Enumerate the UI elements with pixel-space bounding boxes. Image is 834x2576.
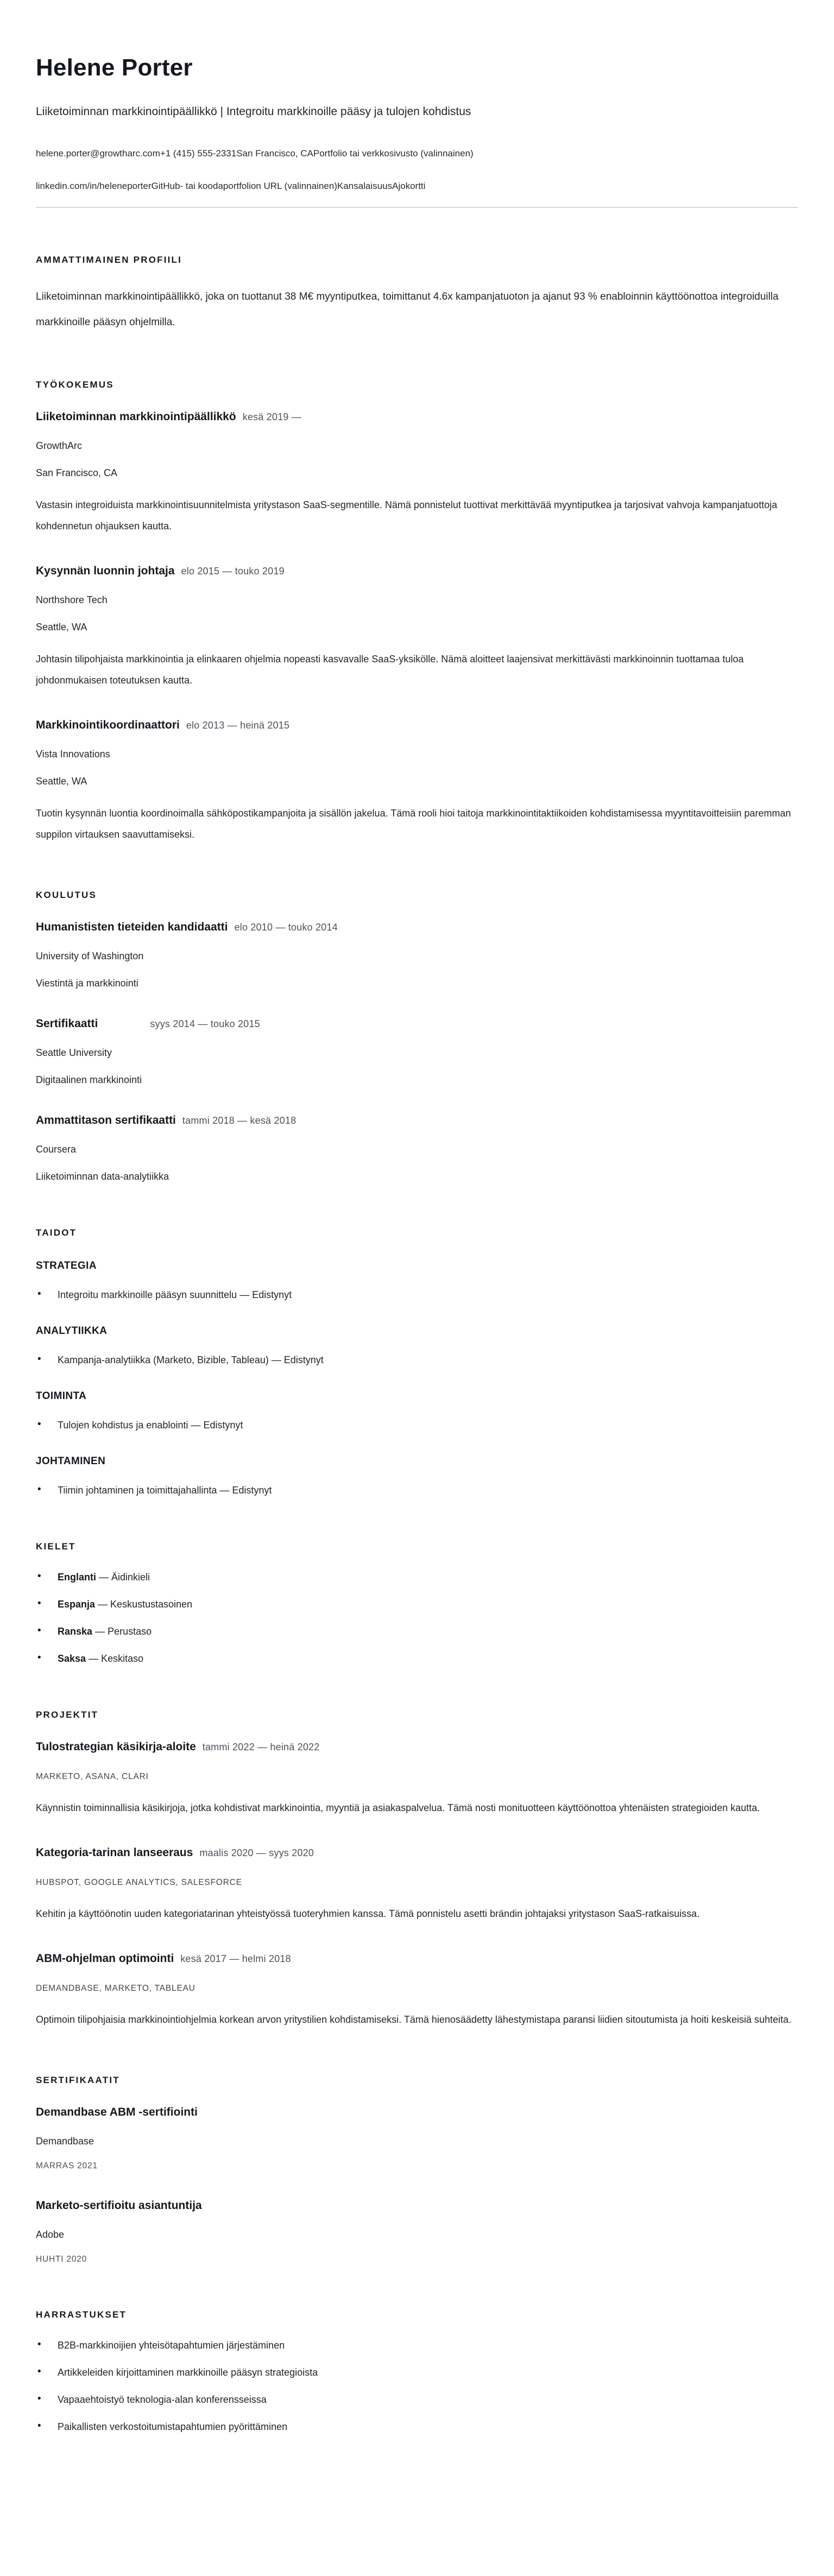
job-title: Kysynnän luonnin johtaja [36,565,175,578]
skill-group [36,1389,798,1432]
job-company: Vista Innovations [36,749,110,760]
skill-group-name: STRATEGIA [36,1260,97,1272]
section-skills [36,1226,798,1497]
work-entry [36,563,798,691]
language-name: Espanja [58,1599,96,1610]
degree-dates: elo 2010 — touko 2014 [234,922,338,933]
language-list [36,1571,798,1665]
degree-name: Sertifikaatti [36,1017,98,1030]
hobby-item: • Vapaaehtoistyö teknologia-alan konferensseissa [36,2393,798,2406]
project-title: Kategoria-tarinan lanseeraus [36,1846,193,1859]
project-description: Optimoin tilipohjaisia markkinointiohjelmia korkean arvon yritystilien kohdistamiseksi. Tämä hienosäädetty lähestymistapa paransi liidien sitoutumista ja hoiti keskeisiä suhteita. [36,2014,792,2026]
degree-row [36,1016,798,1032]
section-heading-education: KOULUTUS [36,890,97,901]
field-of-study: Liiketoiminnan data-analytiikka [36,1171,169,1182]
hobby-list [36,2339,798,2433]
job-company: Northshore Tech [36,594,108,606]
contact-field: San Francisco, CA [236,148,314,159]
hobby-item: • B2B-markkinoijien yhteisötapahtumien järjestäminen [36,2339,798,2352]
degree-name: Ammattitason sertifikaatti [36,1114,176,1127]
skill-item: • Tiimin johtaminen ja toimittajahallinta — Edistynyt [36,1484,798,1497]
skill-list [36,1484,798,1497]
job-location: Seattle, WA [36,776,87,787]
project-title: Tulostrategian käsikirja-aloite [36,1740,196,1754]
language-level: Äidinkieli [111,1572,150,1583]
contact-line-1 [36,137,798,170]
profile-summary: Liiketoiminnan markkinointipäällikkö, joka on tuottanut 38 M€ myyntiputkea, toimittanut 4.6x kampanjatuoton ja ajanut 93 % enabloinnin käyttöönottoa integroiduilla markkinoille pääsyn ohjelmilla. [36,291,779,328]
section-certifications [36,2074,798,2265]
project-entry [36,1845,798,1925]
skill-group-name: JOHTAMINEN [36,1455,106,1467]
job-company: GrowthArc [36,440,83,452]
language-name: Englanti [58,1572,96,1583]
job-location: San Francisco, CA [36,467,118,479]
degree-dates: syys 2014 — touko 2015 [150,1018,260,1030]
contact-block [36,137,798,202]
section-heading-certifications: SERTIFIKAATIT [36,2075,120,2086]
project-title: ABM-ohjelman optimointi [36,1952,174,1965]
job-dates: elo 2015 — touko 2019 [181,566,285,577]
section-languages [36,1540,798,1665]
skill-item: • Integroitu markkinoille pääsyn suunnittelu — Edistynyt [36,1288,798,1301]
job-description: Johtasin tilipohjaista markkinointia ja elinkaaren ohjelmia nopeasti kasvavalle SaaS-yksikölle. Nämä aloitteet laajensivat merkittävästi markkinoinnin tuottamaa tuloa johdonmukaisen toteutuksen kautta. [36,654,744,686]
contact-field: Portfolio tai verkkosivusto (valinnainen) [313,148,473,159]
language-item: • Englanti — Äidinkieli [36,1571,798,1584]
education-entry [36,1112,798,1183]
job-location: Seattle, WA [36,622,87,633]
section-hobbies [36,2308,798,2433]
project-entry [36,1739,798,1819]
certification-issuer: Adobe [36,2229,65,2240]
education-entry [36,919,798,990]
degree-row [36,919,798,935]
certification-name: Marketo-sertifioitu asiantuntija [36,2199,202,2212]
language-level: Keskitaso [101,1653,144,1664]
certification-entry [36,2198,798,2265]
work-entry [36,717,798,845]
section-education [36,889,798,1183]
school-name: University of Washington [36,951,144,962]
language-item: • Espanja — Keskustustasoinen [36,1598,798,1611]
skill-group-name: TOIMINTA [36,1390,87,1402]
project-title-row [36,1845,798,1861]
project-tools: MARKETO, ASANA, CLARI [36,1772,149,1782]
degree-row [36,1112,798,1129]
project-tools: DEMANDBASE, MARKETO, TABLEAU [36,1984,195,1993]
contact-field: Kansalaisuus [337,181,393,192]
language-name: Ranska [58,1626,93,1637]
job-title: Markkinointikoordinaattori [36,719,180,732]
section-heading-hobbies: HARRASTUKSET [36,2309,127,2320]
project-entry [36,1951,798,2030]
contact-field: +1 (415) 555-2331 [160,148,237,159]
contact-field: GitHub- tai koodaportfolion URL (valinnainen) [151,181,338,192]
job-title-row [36,563,798,579]
skill-list [36,1353,798,1366]
contact-field: Ajokortti [392,181,426,192]
degree-dates: tammi 2018 — kesä 2018 [182,1115,296,1126]
section-work [36,378,798,845]
job-title-row [36,717,798,733]
skill-group-name: ANALYTIIKKA [36,1325,108,1337]
job-title: Liiketoiminnan markkinointipäällikkö [36,410,236,423]
project-dates: kesä 2017 — helmi 2018 [180,1953,291,1965]
project-title-row [36,1739,798,1755]
school-name: Seattle University [36,1047,112,1059]
language-item: • Saksa — Keskitaso [36,1652,798,1665]
school-name: Coursera [36,1144,77,1155]
certification-issuer: Demandbase [36,2136,94,2147]
section-heading-languages: KIELET [36,1541,76,1552]
skill-group [36,1324,798,1366]
language-item: • Ranska — Perustaso [36,1625,798,1638]
contact-field: linkedin.com/in/heleneporter [36,181,151,192]
contact-field: helene.porter@growtharc.com [36,148,160,159]
job-description: Tuotin kysynnän luontia koordinoimalla sähköpostikampanjoita ja sisällön jakelua. Tämä rooli hioi taitoja markkinointitaktiikoiden kohdistamisessa myyntitavoitteisiin paremman suppilon virtauksen saavuttamiseksi. [36,808,791,840]
certification-entry [36,2104,798,2172]
language-level: Perustaso [108,1626,152,1637]
job-dates: elo 2013 — heinä 2015 [186,720,290,731]
project-dates: maalis 2020 — syys 2020 [199,1847,314,1859]
skill-item: • Tulojen kohdistus ja enablointi — Edistynyt [36,1419,798,1432]
certification-name: Demandbase ABM -sertifiointi [36,2106,198,2119]
language-level: Keskustustasoinen [110,1599,193,1610]
candidate-headline: Liiketoiminnan markkinointipäällikkö | Integroitu markkinoille pääsy ja tulojen kohdistus [36,105,471,118]
language-name: Saksa [58,1653,86,1664]
certification-date: HUHTI 2020 [36,2255,87,2264]
skill-list [36,1288,798,1301]
degree-name: Humanististen tieteiden kandidaatti [36,921,228,934]
project-tools: HUBSPOT, GOOGLE ANALYTICS, SALESFORCE [36,1878,242,1888]
hobby-item: • Paikallisten verkostoitumistapahtumien pyörittäminen [36,2420,798,2433]
resume-document [0,16,834,2576]
candidate-name: Helene Porter [36,54,193,81]
skill-list [36,1419,798,1432]
job-description: Vastasin integroiduista markkinointisuunnitelmista yritystason SaaS-segmentille. Nämä ponnistelut tuottivat merkittävää myyntiputkea ja tarjosivat vahvoja kampanjatuottoja kohdennetun ohjauksen kautta. [36,499,778,532]
header-divider [36,207,798,208]
work-entry [36,409,798,537]
certification-date: MARRAS 2021 [36,2161,98,2171]
section-heading-projects: PROJEKTIT [36,1710,99,1720]
section-heading-skills: TAIDOT [36,1227,77,1238]
skill-item: • Kampanja-analytiikka (Marketo, Bizible, Tableau) — Edistynyt [36,1353,798,1366]
education-entry [36,1016,798,1086]
project-description: Käynnistin toiminnallisia käsikirjoja, jotka kohdistivat markkinointia, myyntiä ja asiakaspalvelua. Tämä nosti monituotteen käyttöönottoa yhtenäisten strategioiden kautta. [36,1802,760,1814]
project-title-row [36,1951,798,1967]
job-dates: kesä 2019 — [242,412,302,423]
resume-header [36,16,798,208]
skill-group [36,1454,798,1497]
project-description: Kehitin ja käyttöönotin uuden kategoriatarinan yhteistyössä tuoteryhmien kanssa. Tämä ponnistelu asetti brändin johtajaksi yritystason SaaS-ratkaisuissa. [36,1908,700,1920]
skill-group [36,1259,798,1301]
hobby-item: • Artikkeleiden kirjoittaminen markkinoille pääsyn strategioista [36,2366,798,2379]
job-title-row [36,409,798,425]
project-dates: tammi 2022 — heinä 2022 [202,1742,320,1753]
contact-line-2 [36,170,798,202]
section-projects [36,1708,798,2030]
field-of-study: Viestintä ja markkinointi [36,978,138,989]
section-profile [36,254,798,335]
field-of-study: Digitaalinen markkinointi [36,1074,142,1086]
section-heading-work: TYÖKOKEMUS [36,379,114,390]
section-heading-profile: AMMATTIMAINEN PROFIILI [36,255,182,265]
